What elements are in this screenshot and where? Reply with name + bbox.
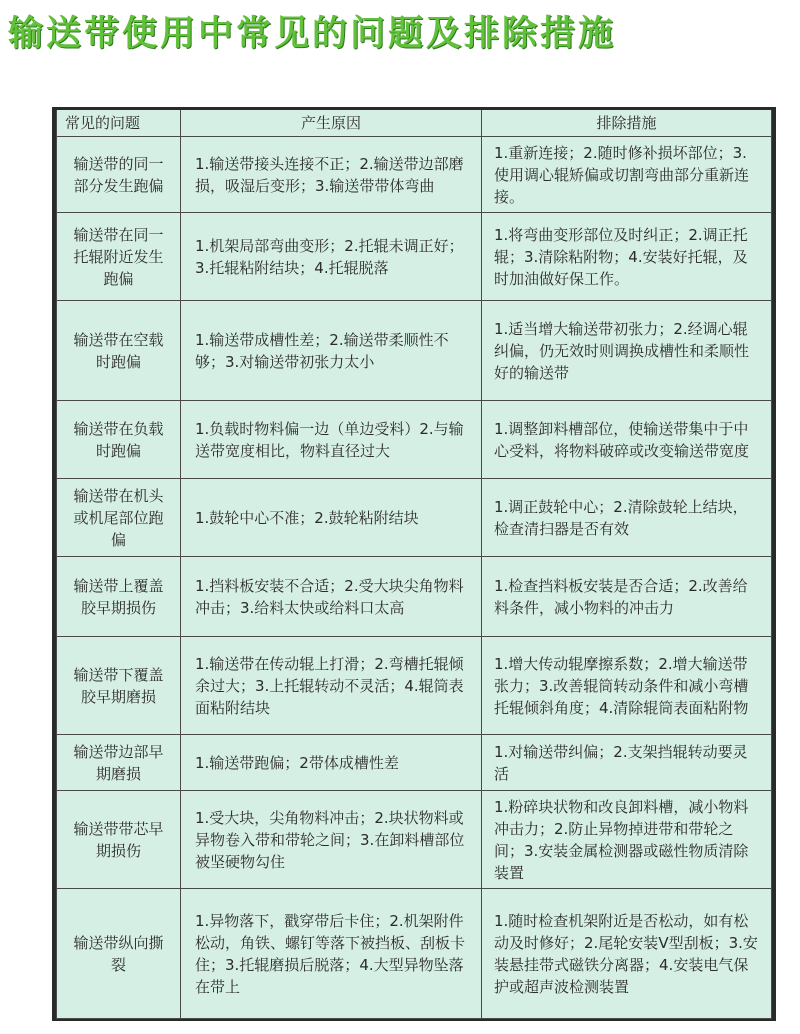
measure-cell: 1.将弯曲变形部位及时纠正；2.调正托辊；3.清除粘附物；4.安装好托辊，及时加油做好保工作。 <box>482 213 772 301</box>
measure-cell: 1.对输送带纠偏；2.支架挡辊转动要灵活 <box>482 735 772 791</box>
problem-cell: 输送带在同一托辊附近发生跑偏 <box>57 213 181 301</box>
measure-cell: 1.粉碎块状物和改良卸料槽，减小物料冲击力；2.防止异物掉进带和带轮之间；3.安装金属检测器或磁性物质清除装置 <box>482 791 772 889</box>
measure-cell: 1.适当增大输送带初张力；2.经调心辊纠偏，仍无效时则调换成槽性和柔顺性好的输送带 <box>482 301 772 401</box>
table-row <box>57 889 772 1019</box>
page-title: 输送带使用中常见的问题及排除措施 <box>8 14 617 54</box>
cause-cell: 1.输送带在传动辊上打滑；2.弯槽托辊倾余过大；3.上托辊转动不灵活；4.辊筒表面粘附结块 <box>181 637 482 735</box>
cause-cell: 1.异物落下，戳穿带后卡住；2.机架附件松动，角铁、螺钉等落下被挡板、刮板卡住；3.托辊磨损后脱落；4.大型异物坠落在带上 <box>181 889 482 1019</box>
table-row <box>57 791 772 889</box>
measure-cell: 1.增大传动辊摩擦系数；2.增大输送带张力；3.改善辊筒转动条件和减小弯槽托辊倾斜角度；4.清除辊筒表面粘附物 <box>482 637 772 735</box>
cause-cell: 1.输送带接头连接不正；2.输送带边部磨损，吸湿后变形；3.输送带带体弯曲 <box>181 137 482 213</box>
header-cause: 产生原因 <box>181 109 482 137</box>
measure-cell: 1.重新连接；2.随时修补损坏部位；3.使用调心辊矫偏或切割弯曲部分重新连接。 <box>482 137 772 213</box>
problem-cell: 输送带在机头或机尾部位跑偏 <box>57 479 181 557</box>
table-header-row <box>57 109 772 137</box>
measure-cell: 1.随时检查机架附近是否松动，如有松动及时修好；2.尾轮安装V型刮板；3.安装悬挂带式磁铁分离器；4.安装电气保护或超声波检测装置 <box>482 889 772 1019</box>
table-row <box>57 735 772 791</box>
cause-cell: 1.受大块，尖角物料冲击；2.块状物料或异物卷入带和带轮之间；3.在卸料槽部位被坚硬物勾住 <box>181 791 482 889</box>
table-row <box>57 137 772 213</box>
table-row <box>57 213 772 301</box>
table-row <box>57 401 772 479</box>
cause-cell: 1.鼓轮中心不准；2.鼓轮粘附结块 <box>181 479 482 557</box>
problem-cell: 输送带纵向撕裂 <box>57 889 181 1019</box>
table-frame <box>52 107 776 1021</box>
problem-cell: 输送带带芯早期损伤 <box>57 791 181 889</box>
header-measure: 排除措施 <box>482 109 772 137</box>
cause-cell: 1.机架局部弯曲变形；2.托辊未调正好；3.托辊粘附结块；4.托辊脱落 <box>181 213 482 301</box>
problem-cell: 输送带在负载时跑偏 <box>57 401 181 479</box>
troubleshooting-table <box>56 107 772 1019</box>
table-row <box>57 479 772 557</box>
cause-cell: 1.挡料板安装不合适；2.受大块尖角物料冲击；3.给料太快或给料口太高 <box>181 557 482 637</box>
problem-cell: 输送带边部早期磨损 <box>57 735 181 791</box>
table-row <box>57 557 772 637</box>
problem-cell: 输送带的同一部分发生跑偏 <box>57 137 181 213</box>
table-row <box>57 637 772 735</box>
header-problem: 常见的问题 <box>57 109 181 137</box>
cause-cell: 1.输送带成槽性差；2.输送带柔顺性不够；3.对输送带初张力太小 <box>181 301 482 401</box>
measure-cell: 1.调正鼓轮中心；2.清除鼓轮上结块，检查清扫器是否有效 <box>482 479 772 557</box>
measure-cell: 1.调整卸料槽部位，使输送带集中于中心受料，将物料破碎或改变输送带宽度 <box>482 401 772 479</box>
problem-cell: 输送带上覆盖胶早期损伤 <box>57 557 181 637</box>
table-row <box>57 301 772 401</box>
cause-cell: 1.输送带跑偏；2带体成槽性差 <box>181 735 482 791</box>
measure-cell: 1.检查挡料板安装是否合适；2.改善给料条件，减小物料的冲击力 <box>482 557 772 637</box>
cause-cell: 1.负载时物料偏一边（单边受料）2.与输送带宽度相比，物料直径过大 <box>181 401 482 479</box>
table-body <box>57 137 772 1019</box>
problem-cell: 输送带下覆盖胶早期磨损 <box>57 637 181 735</box>
problem-cell: 输送带在空载时跑偏 <box>57 301 181 401</box>
